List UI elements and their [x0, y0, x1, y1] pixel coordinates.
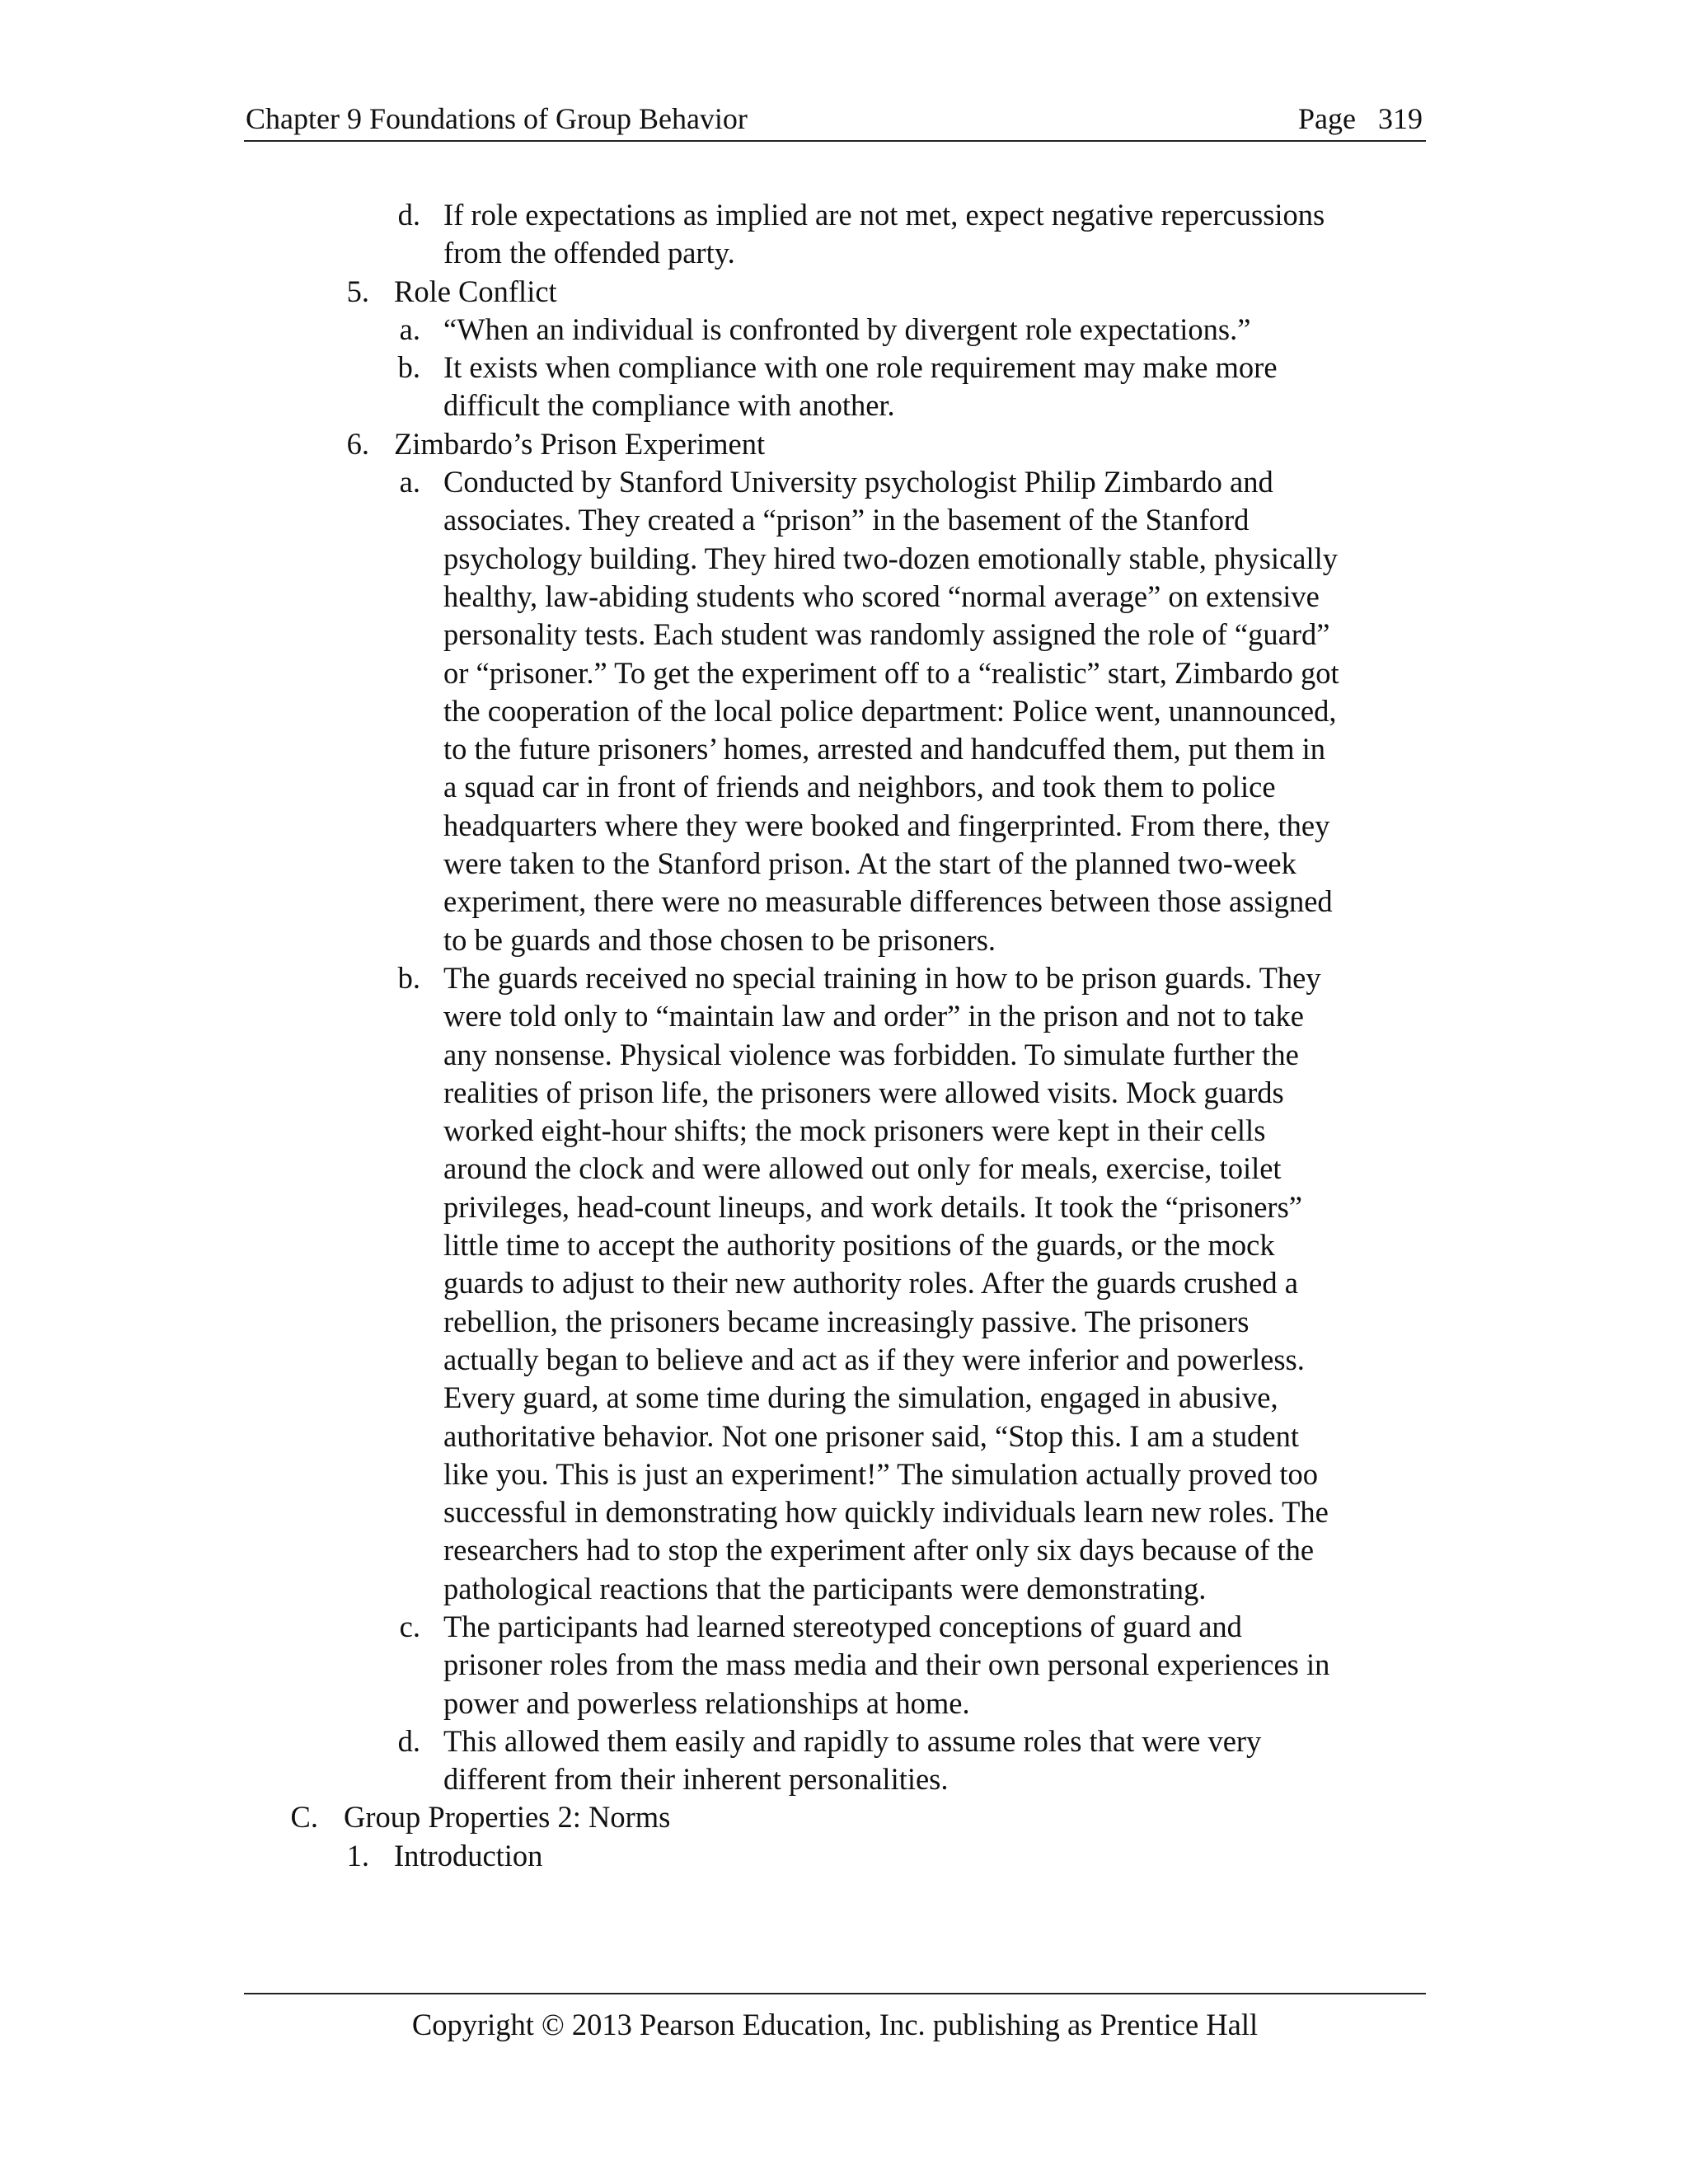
section-heading-c: [0, 1798, 1688, 1836]
list-item-text: Zimbardo’s Prison Experiment: [394, 426, 766, 461]
list-marker: b.: [397, 960, 420, 995]
list-item-text: “When an individual is confronted by divergent role expectations.”: [443, 312, 1251, 346]
list-marker: a.: [399, 465, 420, 499]
list-marker: b.: [397, 350, 420, 385]
list-item-6d: [0, 1722, 1688, 1799]
list-marker: a.: [399, 312, 420, 346]
list-item-text: It exists when compliance with one role requirement may make more difficult the compliance with another.: [443, 350, 1278, 423]
list-item-6b: [0, 959, 1688, 1608]
list-marker: 5.: [346, 274, 369, 308]
list-marker: c.: [399, 1609, 420, 1643]
list-marker: 1.: [346, 1838, 369, 1872]
list-item-text: Conducted by Stanford University psychologist Philip Zimbardo and associates. They created a “prison” in the basement of the Stanford psychology building. They hired two-dozen emotionally stable, physically healthy, law-abiding students who scored “normal average” on extensive personality tests. Each student was randomly assigned the role of “guard” or “prisoner.” To get the experiment off to a “realistic” start, Zimbardo got the cooperation of the local police department: Police went, unannounced, to the future prisoners’ homes, arrested and handcuffed them, put them in a squad car in front of friends and neighbors, and took them to police headquarters where they were booked and fingerprinted. From there, they were taken to the Stanford prison. At the start of the planned two-week experiment, there were no measurable differences between those assigned to be guards and those chosen to be prisoners.: [443, 465, 1339, 957]
page-number: Page 319: [1298, 102, 1423, 135]
list-item-6c: [0, 1608, 1688, 1722]
page-footer: [244, 1993, 1426, 2046]
list-item-4d: [0, 196, 1688, 273]
copyright-notice: Copyright © 2013 Pearson Education, Inc. publishing as Prentice Hall: [411, 2008, 1259, 2041]
list-marker: 6.: [346, 426, 369, 461]
list-item-text: Role Conflict: [394, 274, 557, 308]
document-body: [0, 196, 1688, 1875]
list-item-5: [0, 273, 1688, 311]
list-item-text: Group Properties 2: Norms: [344, 1800, 671, 1835]
list-item-text: The participants had learned stereotyped conceptions of guard and prisoner roles from the mass media and their own personal experiences in power and powerless relationships at home.: [443, 1609, 1330, 1720]
list-item-text: The guards received no special training in how to be prison guards. They were told only to “maintain law and order” in the prison and not to take any nonsense. Physical violence was forbidden. To simulate further the realities of prison life, the prisoners were allowed visits. Mock guards worked eight-hour shifts; the mock prisoners were kept in their cells around the clock and were allowed out only for meals, exercise, toilet privileges, head-count lineups, and work details. It took the “prisoners” little time to accept the authority positions of the guards, or the mock guards to adjust to their new authority roles. After the guards crushed a rebellion, the prisoners became increasingly passive. The prisoners actually began to believe and act as if they were inferior and powerless. Every guard, at some time during the simulation, engaged in abusive, authoritative behavior. Not one prisoner said, “Stop this. I am a student like you. This is just an experiment!” The simulation actually proved too successful in demonstrating how quickly individuals learn new roles. The researchers had to stop the experiment after only six days because of the pathological reactions that the participants were demonstrating.: [443, 960, 1329, 1605]
list-item-text: Introduction: [394, 1838, 543, 1872]
list-item-c1: [0, 1837, 1688, 1875]
list-item-6: [0, 425, 1688, 463]
chapter-title: Chapter 9 Foundations of Group Behavior: [246, 102, 748, 135]
list-marker: d.: [397, 198, 420, 232]
list-item-5a: [0, 311, 1688, 349]
list-item-6a: [0, 463, 1688, 959]
list-marker: C.: [290, 1800, 318, 1835]
list-item-5b: [0, 349, 1688, 425]
list-item-text: If role expectations as implied are not met, expect negative repercussions from the offended party.: [443, 198, 1325, 270]
list-marker: d.: [397, 1723, 420, 1758]
page-header: [244, 97, 1426, 142]
list-item-text: This allowed them easily and rapidly to assume roles that were very different from their inherent personalities.: [443, 1723, 1262, 1797]
